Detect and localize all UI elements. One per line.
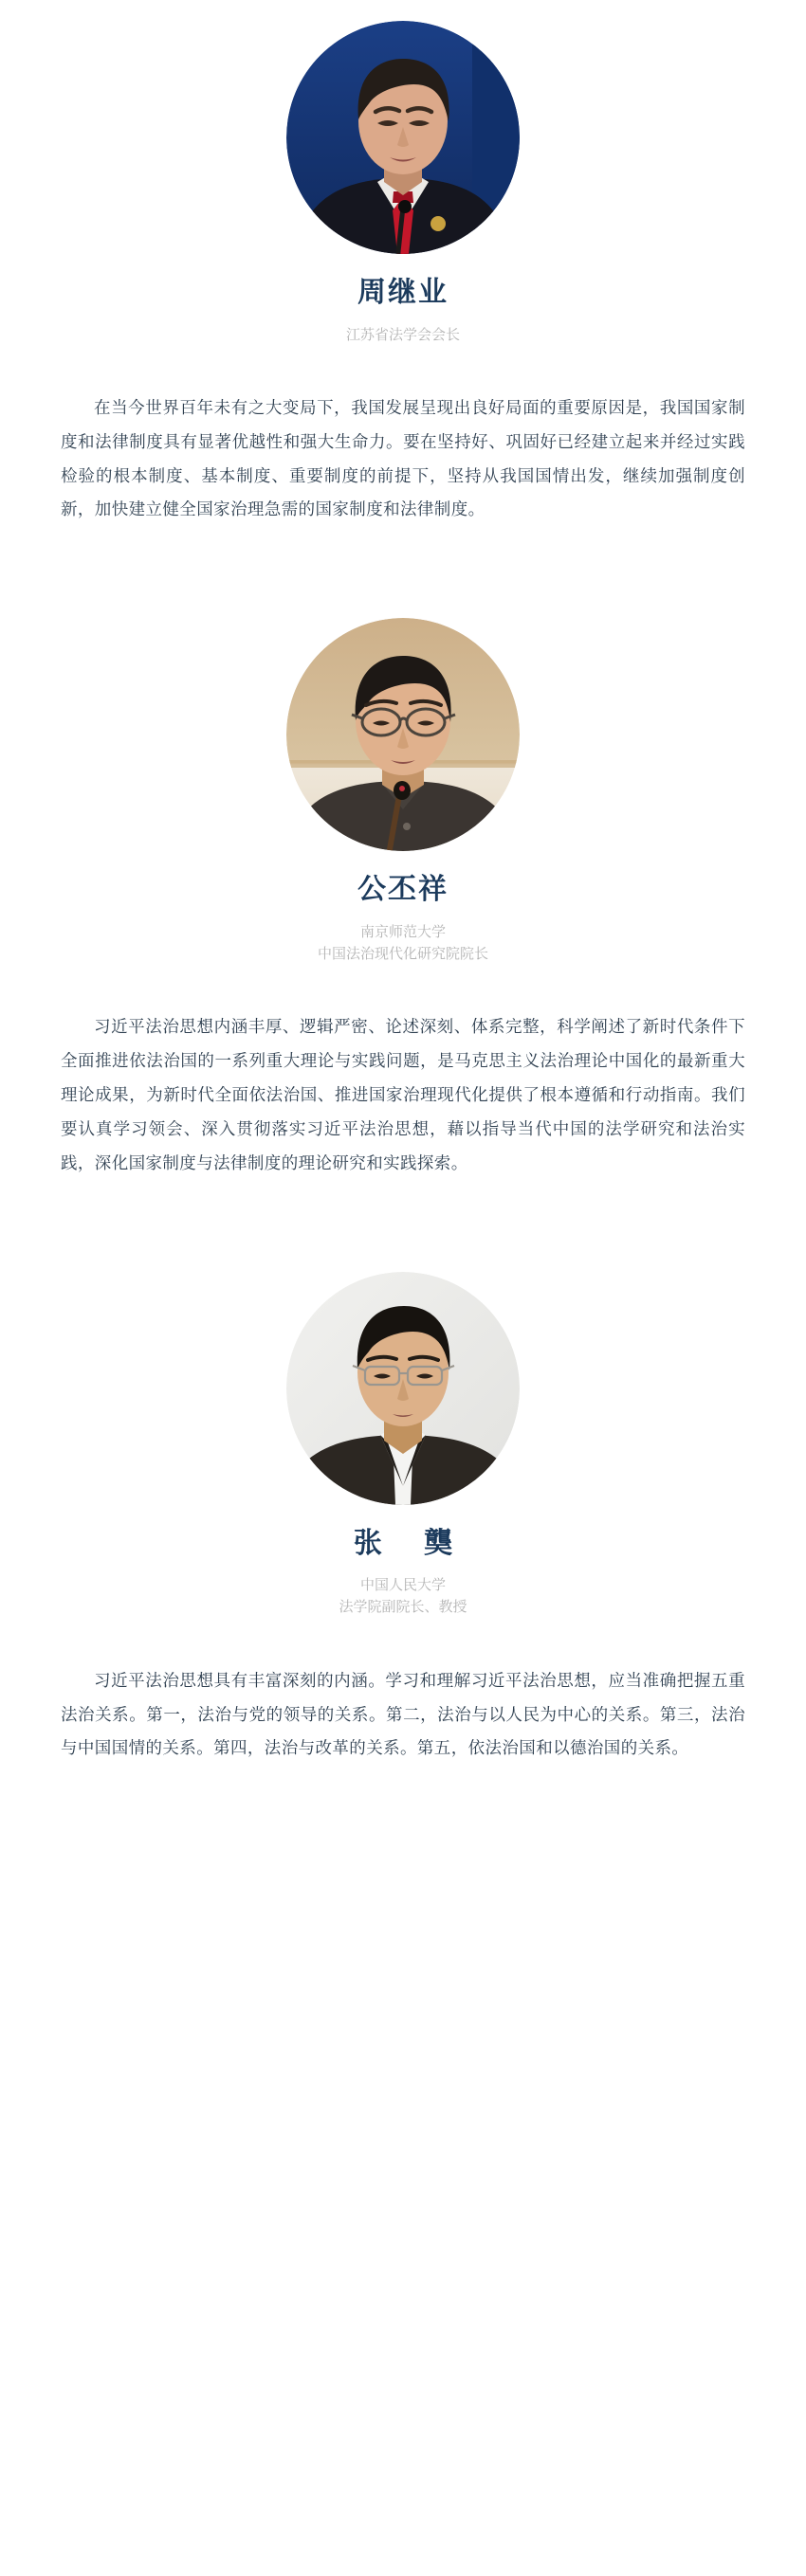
person-title-line: 中国法治现代化研究院院长 [317,946,488,962]
portrait-image-2 [286,618,520,851]
person-block [0,0,806,618]
person-name: 张 龑 [353,1527,470,1559]
portrait-container [0,618,806,851]
quote-paragraph: 在当今世界百年未有之大变局下，我国发展呈现出良好局面的重要原因是，我国国家制度和法律制度具有显著优越性和强大生命力。要在坚持好、巩固好已经建立起来并经过实践检验的根本制度、基本制度、重要制度的前提下，坚持从我国国情出发，继续加强制度创新，加快建立健全国家治理急需的国家制度和法律制度。 [61,397,745,519]
person-title-line: 中国人民大学 [359,1577,446,1594]
portrait-container [0,1272,806,1505]
person-title-line: 南京师范大学 [359,923,446,940]
portrait-container [0,21,806,254]
person-name: 周继业 [357,277,449,308]
person-title-line: 法学院副院长、教授 [339,1599,467,1616]
person-block [0,618,806,1271]
person-name: 公丕祥 [357,874,449,906]
person-title-line: 江苏省法学会会长 [345,326,460,343]
quote-paragraph: 习近平法治思想具有丰富深刻的内涵。学习和理解习近平法治思想，应当准确把握五重法治关系。第一，法治与党的领导的关系。第二，法治与以人民为中心的关系。第三，法治与中国国情的关系。第四，法治与改革的关系。第五，依法治国和以德治国的关系。 [61,1670,745,1758]
portrait-image-1 [286,21,520,254]
portrait-photo-3 [286,1272,520,1505]
portrait-image-3 [286,1272,520,1505]
portrait-photo-2 [286,618,520,851]
portrait-photo-1 [286,21,520,254]
quote-paragraph: 习近平法治思想内涵丰厚、逻辑严密、论述深刻、体系完整，科学阐述了新时代条件下全面推进依法治国的一系列重大理论与实践问题，是马克思主义法治理论中国化的最新重大理论成果，为新时代全面依法治国、推进国家治理现代化提供了根本遵循和行动指南。我们要认真学习领会、深入贯彻落实习近平法治思想，藉以指导当代中国的法学研究和法治实践，深化国家制度与法律制度的理论研究和实践探索。 [61,1017,745,1172]
person-block [0,1272,806,1805]
